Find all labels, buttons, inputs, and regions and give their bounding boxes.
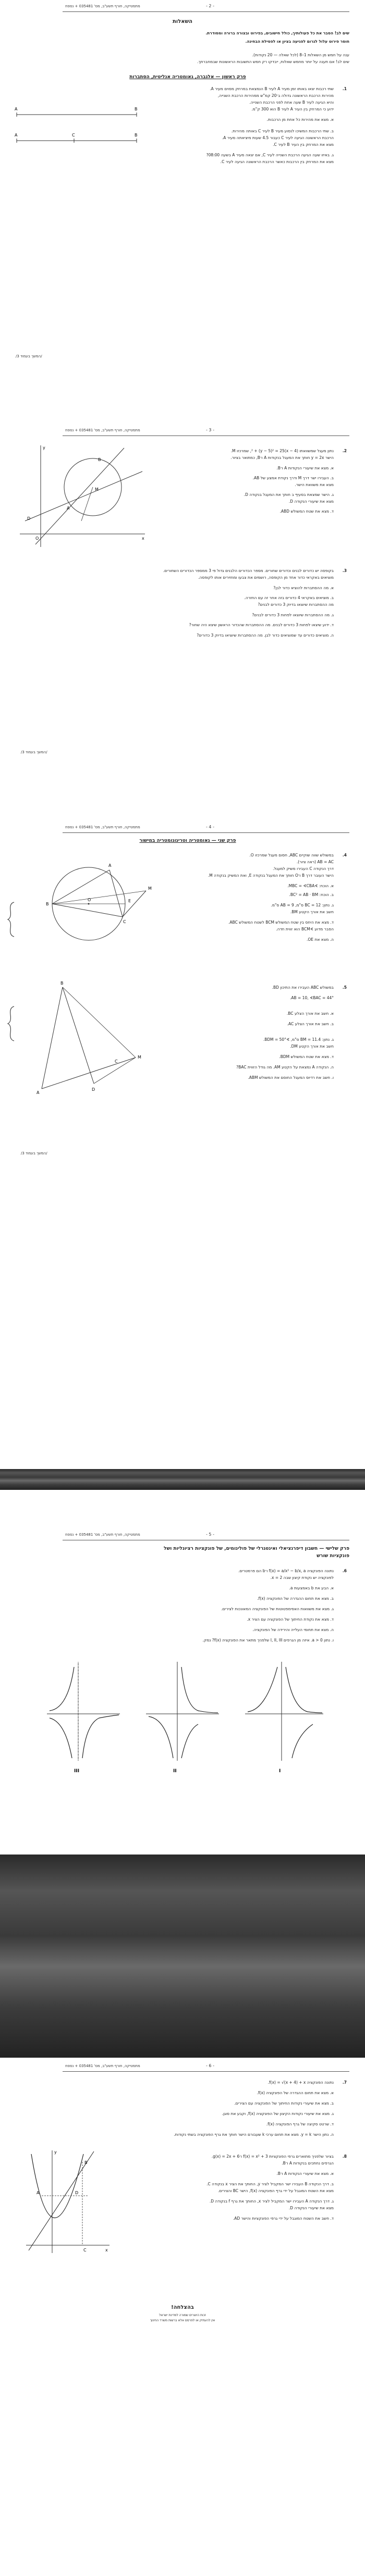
running-header bbox=[0, 2, 365, 14]
question-3-line: ב. מוציאים באקראי 4 כדורים בזה אחר זה עם החזרה. bbox=[244, 595, 334, 600]
question-number: 5. bbox=[342, 985, 347, 990]
question-3-line: מה ההסתברות שיוצאו בדיוק 3 כדורים לבנים? bbox=[258, 602, 334, 607]
question-5-line: ד. מצא את שטח המשולש BDM. bbox=[279, 1054, 334, 1059]
axis-label: y bbox=[43, 445, 45, 450]
question-2-line: ד. מצא את שטח המשולש ABD. bbox=[279, 509, 334, 514]
question-1-line: מצא את המרחק בין הרכבות כאשר הרכבת הראשונה הגיעה לעיר C. bbox=[220, 159, 334, 164]
continue-note: /המשך בעמוד 3/ bbox=[16, 354, 42, 358]
inscribed-circle-diagram bbox=[31, 854, 162, 959]
question-4-line: ה. מצא את OE. bbox=[307, 937, 334, 942]
question-7-line: ב. מצא את שיעורי נקודות החיתוך של הפונקציה עם הצירים. bbox=[234, 2101, 334, 2106]
point-label: O bbox=[88, 898, 91, 902]
question-1-line: ג. באיזו שעה הגיעה הרכבת השנייה לעיר C, אם יצאה מעיר A בשעה 08:00? bbox=[206, 153, 334, 157]
question-number: 7. bbox=[342, 2080, 347, 2085]
question-number: 1. bbox=[342, 86, 347, 91]
question-4-line: הסבר מדוע ∢BCM הוא זווית חדה. bbox=[276, 927, 334, 931]
question-number: 2. bbox=[342, 449, 347, 453]
question-5-line: AB = 10, ∢BAC = 44°. bbox=[289, 995, 334, 1000]
point-label: C bbox=[123, 919, 126, 924]
question-8-line: ב. דרך הנקודה B העבירו ישר המקביל לציר y, החותך את הציר x בנקודה C. bbox=[206, 2182, 334, 2186]
continue-note: /המשך בעמוד 3/ bbox=[21, 750, 47, 754]
instruction-line-1: שים לב! הסבר את כל פעולותיך, כולל חישובים, בפירוט ובצורה ברורה ומסודרת. bbox=[205, 31, 349, 35]
answer-note: ענה על חמש מן השאלות 1–8 (לכל שאלה — 20 נקודות). bbox=[252, 53, 349, 57]
chapter-heading: פרק שלישי — חשבון דיפרנציאלי ואינטגרלי של פולינומים, של פונקציות רציונליות ושל פונקציות שורש bbox=[164, 1546, 349, 1559]
question-8-line: ג. דרך הנקודה A העבירו ישר המקביל לציר x, החותך את גרף f בנקודה D. bbox=[209, 2199, 334, 2204]
question-5-line: ב. חשב את אורך הצלע AC. bbox=[287, 1022, 334, 1026]
point-label: D bbox=[75, 2191, 79, 2195]
scan-shadow-band bbox=[0, 1469, 365, 1490]
point-label: A bbox=[108, 863, 112, 868]
question-7-line: ג. מצא את שיעורי נקודות הקיצון של הפונקציה f(x), וקבע את סוגן. bbox=[222, 2111, 334, 2116]
question-4-line: דרך הנקודה C העבירו משיק למעגל. bbox=[273, 866, 334, 871]
question-2-line: מצא את שיעורי הנקודה D. bbox=[288, 499, 334, 504]
chapter-heading: פרק ראשון — אלגברה, גאומטריה אנליטית, הסתברות bbox=[129, 74, 246, 80]
question-1-line: הרכבת הראשונה הגיעה לעיר C כעבור 4.5 שעות מיציאתה מעיר A. bbox=[222, 135, 334, 140]
page-number: - 2 - bbox=[206, 4, 214, 8]
function-graphs bbox=[36, 1657, 328, 1776]
question-5-line: א. חשב את אורך הצלע BC. bbox=[286, 1011, 334, 1016]
point-label: D bbox=[92, 1087, 95, 1092]
question-7-line: ה. נתון הישר y = k. מצא את תחום ערכי k שעבורם הישר חותך את גרף הפונקציה בשתי נקודות. bbox=[174, 2132, 334, 2137]
question-4-line: במשולש שווה שוקיים ABC, חסום מעגל שמרכזו O. bbox=[249, 853, 334, 857]
question-5-line: ג. נתון: BM = 11.4 ס"מ, ∢BDM = 50°. bbox=[263, 1037, 334, 1042]
point-label: A bbox=[36, 2191, 40, 2195]
point-label: A bbox=[67, 506, 70, 511]
continue-note: /המשך בעמוד 3/ bbox=[21, 1151, 47, 1155]
question-6-line: ב. מצא את תחום ההגדרה של הפונקציה f(x). bbox=[257, 1596, 334, 1601]
axis-label: x bbox=[142, 536, 144, 541]
question-8-line: מצא את שיעורי הנקודה D. bbox=[288, 2206, 334, 2210]
answer-warning: שים לב! אם תענה על יותר מחמש שאלות, ייבדקו רק חמש התשובות הראשונות שבמחברתך. bbox=[197, 59, 349, 64]
question-1-line: והיא הגיעה לעיר B שעה אחת לפני הרכבת השנייה. bbox=[249, 100, 334, 105]
header-text: מתמטיקה, חורף תשע"ב, מס' 035481 + נספח bbox=[65, 428, 140, 432]
parabola-line-diagram bbox=[21, 2146, 115, 2261]
brace-mark bbox=[6, 1005, 17, 1042]
header-text: מתמטיקה, חורף תשע"ב, מס' 035481 + נספח bbox=[65, 1533, 140, 1537]
question-3-line: א. מה ההסתברות להוציא כדור לבן? bbox=[273, 586, 334, 590]
running-header bbox=[0, 1530, 365, 1542]
question-4-line: ג. נתון: BC = 12 ס"מ, AB = 9 ס"מ. bbox=[271, 903, 334, 907]
graph-iii bbox=[47, 1662, 120, 1774]
question-8-line: ד. חשב את השטח המוגבל על ידי גרפי הפונקציות והישר AD. bbox=[233, 2216, 334, 2221]
header-text: מתמטיקה, חורף תשע"ב, מס' 035481 + נספח bbox=[65, 825, 140, 829]
question-6-line: א. הבע את b באמצעות a. bbox=[289, 1586, 334, 1590]
graph-label: II bbox=[173, 1769, 177, 1774]
page-title: השאלות bbox=[172, 19, 193, 24]
question-1-line: מהירות הרכבת הראשונה גדולה ב־20 קמ"ש ממהירות הרכבת השנייה, bbox=[217, 93, 334, 98]
chapter-heading: פרק שני — גאומטריה וטריגונומטריה במישור bbox=[139, 838, 236, 843]
exam-page-5 bbox=[0, 1490, 365, 1855]
question-2-line: הישר y = 2x חותך את המעגל בנקודות A ו־B, כמתואר בציור. bbox=[230, 455, 334, 460]
graph-label: I bbox=[279, 1769, 281, 1774]
question-8-line: א. מצא את שיעורי הנקודות A ו־B. bbox=[276, 2171, 334, 2176]
running-header bbox=[0, 426, 365, 438]
exam-page-3 bbox=[0, 412, 365, 818]
point-label: A bbox=[15, 107, 18, 111]
point-label: B bbox=[46, 902, 49, 906]
point-label: E bbox=[128, 899, 131, 903]
question-1-line: ידוע כי המרחק בין העיר A לעיר B הוא 300 ק"מ. bbox=[251, 107, 334, 111]
question-number: 3. bbox=[342, 568, 347, 573]
point-label: C bbox=[115, 1059, 118, 1064]
axis-label: y bbox=[54, 2150, 57, 2155]
question-2-line: א. מצא את שיעורי הנקודות A ו־B. bbox=[276, 466, 334, 470]
circle-line-diagram bbox=[15, 443, 150, 552]
question-6-line: ה. מצא את תחומי העלייה והירידה של הפונקציה. bbox=[252, 1627, 334, 1632]
train-route-diagram bbox=[11, 104, 147, 151]
header-text: מתמטיקה, חורף תשע"ב, מס' 035481 + נספח bbox=[65, 2064, 140, 2068]
closing-text: בהצלחה! bbox=[171, 2305, 194, 2310]
instruction-line-2: חוסר פירוט עלול לגרום לפגיעה בציון או לפסילת הבחינה. bbox=[245, 39, 349, 44]
question-3-line: מוציאים באקראי כדור אחד מן הקופסה, רושמים את צבעו ומחזירים אותו לקופסה. bbox=[198, 575, 334, 580]
question-1-line: א. מצא את מהירות כל אחת מן הרכבות. bbox=[266, 117, 334, 122]
copyright-line: זכות היוצרים שמורה למדינת ישראל bbox=[159, 2313, 206, 2317]
question-8-line: בציור שלפניך מתוארים גרפי הפונקציות f(x) = x² + 3 ו־g(x) = 2x + 6. bbox=[211, 2154, 334, 2159]
question-2-line: נתון מעגל שמשוואתו (x − 4)² + (y − 5)² = 25, שמרכזו M. bbox=[230, 449, 334, 453]
question-4-line: א. הוכח: ∢MBC = ∢CBA. bbox=[287, 883, 334, 888]
question-4-line: ד. מצא את היחס בין שטח המשולש BCM לשטח המשולש ABC. bbox=[228, 920, 334, 925]
point-label: A bbox=[36, 1090, 40, 1095]
point-label: C bbox=[72, 133, 75, 138]
point-label: O bbox=[35, 536, 39, 541]
question-7-line: א. מצא את תחום ההגדרה של הפונקציה f(x). bbox=[257, 2090, 334, 2095]
question-1-line: מצא את המרחק בין העיר B לעיר C. bbox=[273, 142, 334, 147]
point-label: M bbox=[148, 886, 152, 891]
scan-shadow-band bbox=[0, 1855, 365, 2058]
question-8-line: הגרפים נחתכים בנקודות A ו־B. bbox=[282, 2161, 334, 2166]
running-header bbox=[0, 823, 365, 835]
question-3-line: ד. ידוע שיצאו לפחות 3 כדורים לבנים. מה ההסתברות שהכדור הראשון שיצא היה שחור? bbox=[189, 623, 334, 627]
question-6-line: ד. מצא את נקודת החיתוך של הפונקציה עם הציר x. bbox=[247, 1617, 334, 1622]
question-2-line: ג. הישר שמצאת בסעיף ב חותך את המעגל בנקודה D. bbox=[244, 492, 334, 497]
question-7-line: נתונה הפונקציה f(x) = √(x + 4) + x. bbox=[267, 2080, 334, 2085]
point-label: B bbox=[60, 981, 64, 986]
header-text: מתמטיקה, חורף תשע"ב, מס' 035481 + נספח bbox=[65, 4, 140, 8]
point-label: C bbox=[83, 2248, 87, 2253]
graph-ii bbox=[146, 1662, 219, 1774]
question-4-line: AB = AC (ראה ציור). bbox=[296, 860, 334, 864]
question-number: 6. bbox=[342, 1569, 347, 1573]
point-label: B bbox=[135, 107, 138, 111]
question-5-line: ה. הנקודה A נמצאת על הקטע AM. מה גודל הזווית BAC? bbox=[236, 1065, 334, 1069]
graph-label: III bbox=[74, 1769, 80, 1774]
point-label: B bbox=[135, 133, 138, 138]
question-6-line: ג. מצא את משוואות האסימפטוטות של הפונקציה המאונכות לצירים. bbox=[221, 1607, 334, 1611]
page-number: - 6 - bbox=[206, 2063, 214, 2068]
question-5-line: ו. חשב את רדיוס המעגל החוסם את המשולש ABM. bbox=[248, 1075, 334, 1080]
question-6-line: לפונקציה יש נקודת קיצון שבה x = 2. bbox=[270, 1575, 334, 1580]
exam-page-2 bbox=[0, 0, 365, 412]
running-header bbox=[0, 2062, 365, 2073]
question-8-line: מצא את השטח המוגבל על ידי גרף הפונקציה f(x), הישר BC והצירים. bbox=[218, 2188, 334, 2193]
page-number: - 3 - bbox=[206, 428, 214, 432]
point-label: M bbox=[95, 487, 99, 492]
question-number: 4. bbox=[342, 853, 347, 857]
point-label: B bbox=[98, 457, 101, 462]
question-2-line: מצא את משוואת הישר. bbox=[295, 482, 334, 487]
question-6-line: ו. נתון a > 0. איזה מן הגרפים I, II, III שלפניך מתאר את הפונקציה f(x)? נמק. bbox=[202, 1638, 334, 1642]
axis-label: x bbox=[105, 2248, 108, 2253]
question-1-line: שתי רכבות יצאו באותו זמן מעיר A לעיר B הנמצאת במרחק מסוים מעיר A. bbox=[210, 86, 334, 91]
page-number: - 4 - bbox=[206, 825, 214, 829]
question-6-line: נתונה הפונקציה f(x) = a/x² − b/x, a ו־b הם פרמטרים. bbox=[238, 1569, 334, 1573]
question-5-line: במשולש ABC העבירו את התיכון BD. bbox=[272, 985, 334, 990]
question-3-line: בקופסה יש כדורים לבנים וכדורים שחורים. מספר הכדורים הלבנים גדול פי 3 ממספר הכדורים השחורים. bbox=[163, 568, 334, 573]
copyright-line: אין להעתיק או לפרסם אלא ברשות משרד החינוך bbox=[150, 2319, 215, 2322]
point-label: M bbox=[138, 1055, 141, 1060]
triangle-median-diagram bbox=[31, 979, 146, 1099]
question-3-line: ג. מה ההסתברות שיוצאו לפחות 3 כדורים לבנים? bbox=[252, 613, 334, 617]
exam-page-6 bbox=[0, 2058, 365, 2576]
brace-mark bbox=[6, 901, 17, 938]
exam-page-4 bbox=[0, 818, 365, 1261]
question-1-line: ב. שתי הרכבות המשיכו לנסוע מעיר B לעיר C באותה מהירות. bbox=[231, 129, 334, 133]
question-4-line: ב. הוכח: BC² = AB · BM. bbox=[289, 892, 334, 897]
graph-i bbox=[245, 1662, 323, 1774]
question-3-line: ה. מוציאים כדורים עד שמוציאים כדור לבן. מה ההסתברות שיוציאו בדיוק 3 כדורים? bbox=[197, 633, 334, 638]
question-2-line: ב. העבירו ישר דרך M ודרך נקודת אמצע של AB. bbox=[252, 476, 334, 480]
point-label: A bbox=[15, 133, 18, 138]
point-label: D bbox=[27, 516, 31, 521]
question-5-line: חשב את אורך הקטע DM. bbox=[290, 1044, 334, 1049]
page-number: - 5 - bbox=[206, 1532, 214, 1537]
question-4-line: חשב את אורך הקטע BM. bbox=[290, 910, 334, 914]
question-number: 8. bbox=[342, 2154, 347, 2159]
question-7-line: ד. שרטט סקיצה של גרף הפונקציה f(x). bbox=[266, 2122, 334, 2126]
point-label: B bbox=[84, 2160, 88, 2165]
question-4-line: הישר העובר דרך B ו־O חותך את המעגל בנקודה E, ואת המשיק בנקודה M. bbox=[208, 873, 334, 878]
